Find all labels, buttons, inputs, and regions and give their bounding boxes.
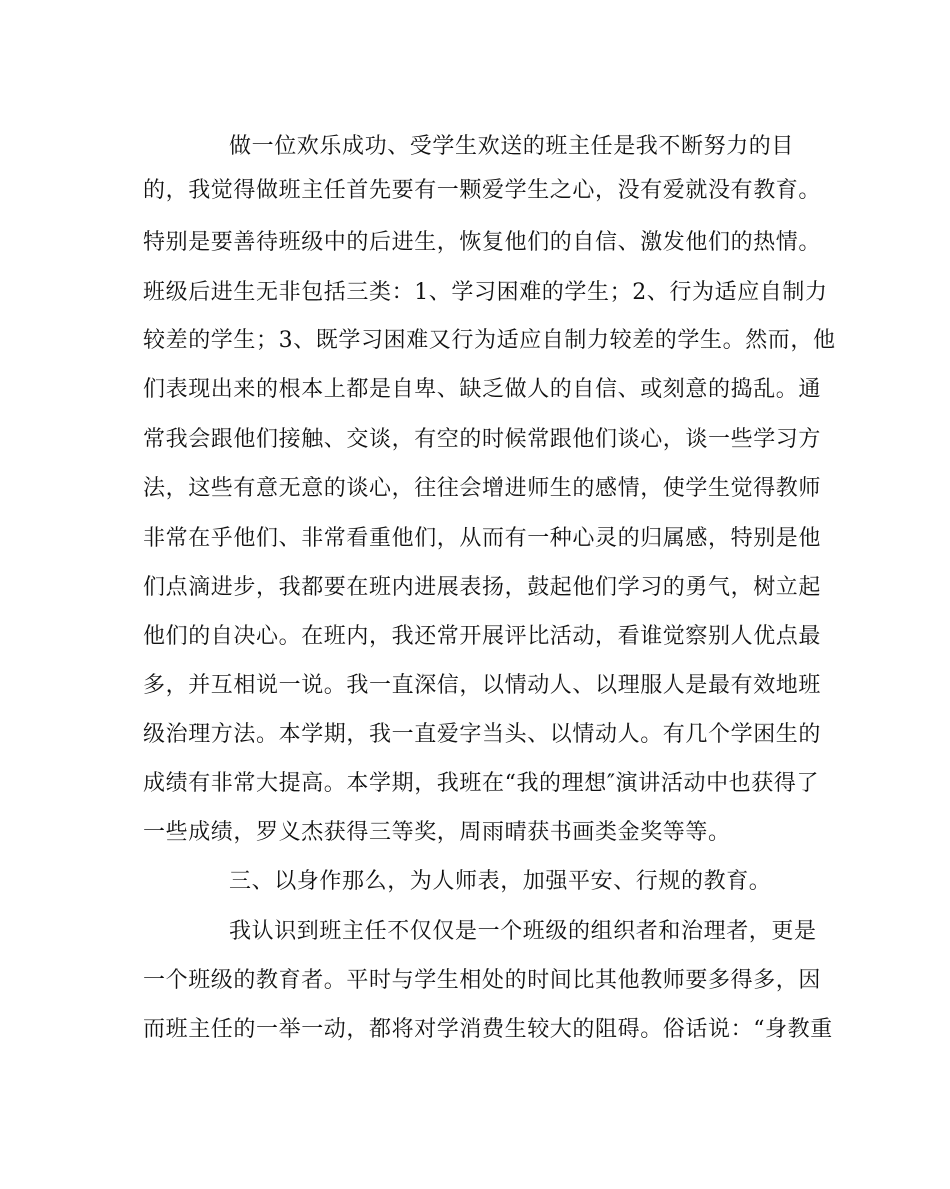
paragraph-line: 而班主任的一举一动，都将对学消费生较大的阻碍。俗话说：“身教重 (143, 1017, 833, 1042)
paragraph-line: 非常在乎他们、非常看重他们，从而有一种心灵的归属感，特别是他 (143, 526, 822, 551)
paragraph-line: 成绩有非常大提高。本学期，我班在“我的理想″演讲活动中也获得了 (143, 771, 820, 796)
paragraph-line: 常我会跟他们接触、交谈，有空的时候常跟他们谈心，谈一些学习方 (143, 427, 822, 452)
paragraph-line: 我认识到班主任不仅仅是一个班级的组织者和治理者，更是 (229, 919, 817, 944)
paragraph-line: 一些成绩，罗义杰获得三等奖，周雨晴获书画类金奖等等。 (143, 820, 731, 845)
paragraph-line: 特别是要善待班级中的后进生，恢复他们的自信、激发他们的热情。 (143, 230, 822, 255)
paragraph-line: 他们的自决心。在班内，我还常开展评比活动，看谁觉察别人优点最 (143, 624, 822, 649)
paragraph-line: 多，并互相说一说。我一直深信，以情动人、以理服人是最有效地班 (143, 673, 822, 698)
paragraph-line: 较差的学生；3、既学习困难又行为适应自制力较差的学生。然而，他 (143, 328, 836, 353)
paragraph-line: 们表现出来的根本上都是自卑、缺乏做人的自信、或刻意的捣乱。通 (143, 377, 822, 402)
paragraph-line: 班级后进生无非包括三类：1、学习困难的学生；2、行为适应自制力 (143, 280, 828, 305)
paragraph-line: 法，这些有意无意的谈心，往往会增进师生的感情，使学生觉得教师 (143, 476, 822, 501)
paragraph-line: 一个班级的教育者。平时与学生相处的时间比其他教师要多得多，因 (143, 968, 822, 993)
section-heading: 三、以身作那么，为人师表，加强平安、行规的教育。 (229, 869, 772, 894)
paragraph-line: 们点滴进步，我都要在班内进展表扬，鼓起他们学习的勇气，树立起 (143, 575, 822, 600)
paragraph-line: 做一位欢乐成功、受学生欢送的班主任是我不断努力的目 (229, 134, 795, 159)
paragraph-line: 级治理方法。本学期，我一直爱字当头、以情动人。有几个学困生的 (143, 722, 822, 747)
paragraph-line: 的，我觉得做班主任首先要有一颗爱学生之心，没有爱就没有教育。 (143, 178, 822, 203)
